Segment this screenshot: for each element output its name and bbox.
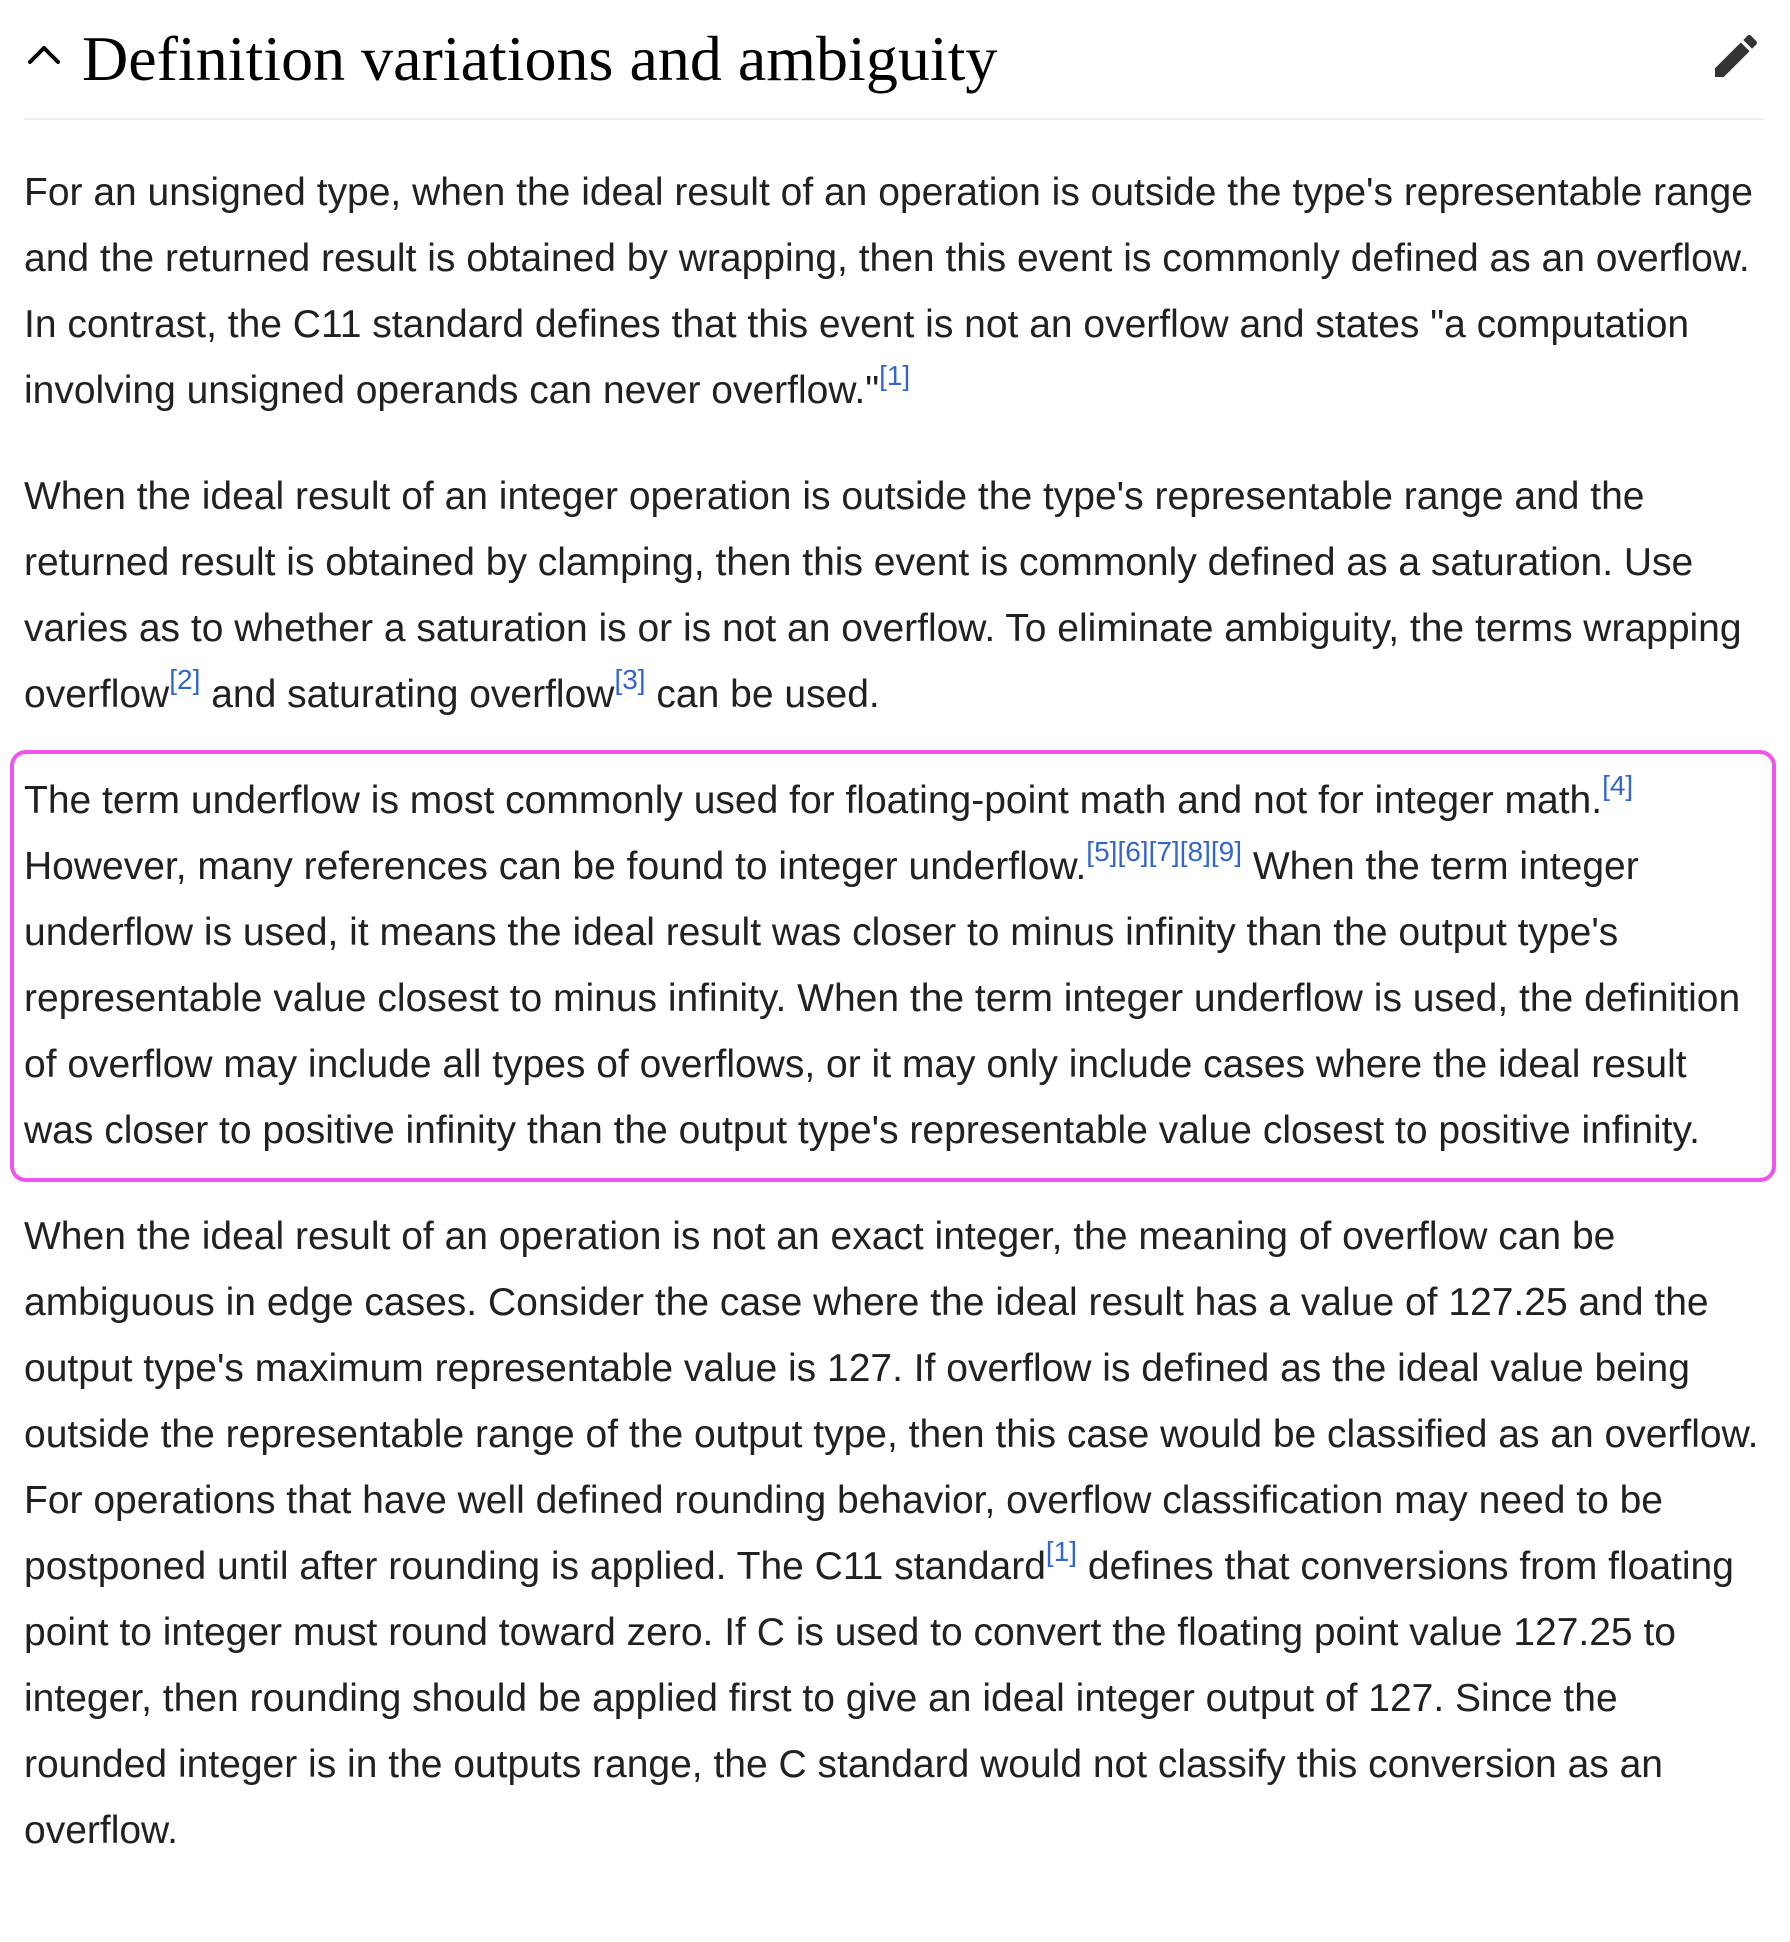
section-title: Definition variations and ambiguity [82, 23, 998, 94]
citation-link[interactable]: [4] [1602, 770, 1634, 801]
citation-link[interactable]: [9] [1210, 836, 1242, 867]
paragraph-text: defines that conversions from floating point to integer must round toward zero. If C is used to convert the floating point value 127.25 to integer, then rounding should be applied first to give an ideal integer output of 127. Since the rounded integer is in the outputs range, the C standard would not classify this conversion as an overflow. [24, 1545, 1734, 1852]
paragraph-unsigned-wrapping [24, 160, 1764, 424]
citation-link[interactable]: [3] [614, 664, 646, 695]
paragraph-text: For an unsigned type, when the ideal result of an operation is outside the type's representable range and the returned result is obtained by wrapping, then this event is commonly defined as an overflow. In contrast, the C11 standard defines that this event is not an overflow and states "a computation involving unsigned operands can never overflow." [24, 171, 1753, 412]
citation-link[interactable]: [1] [1045, 1536, 1078, 1567]
pencil-icon[interactable] [1708, 28, 1764, 84]
citation-link[interactable]: [1] [879, 360, 911, 391]
section-content [24, 160, 1764, 1904]
paragraph-text: can be used. [645, 673, 880, 716]
paragraph-text: and saturating overflow [200, 673, 615, 716]
paragraph-text: When the ideal result of an operation is not an exact integer, the meaning of overflow can be ambiguous in edge cases. Consider the case where the ideal result has a value of 127.25 and the output type's maximum representable value is 127. If overflow is defined as the ideal value being outside the representable range of the output type, then this case would be classified as an overflow. For operations that have well defined rounding behavior, overflow classification may need to be postponed until after rounding is applied. The C11 standard [24, 1215, 1759, 1588]
citation-link[interactable]: [6] [1117, 836, 1149, 867]
paragraph-text: The term underflow is most commonly used for floating-point math and not for integer math. [24, 779, 1603, 822]
citation-link[interactable]: [5] [1086, 836, 1118, 867]
section-header [24, 8, 1764, 120]
citation-link[interactable]: [7] [1148, 836, 1180, 867]
paragraph-text: When the ideal result of an integer operation is outside the type's representable range and the returned result is obtained by clamping, then this event is commonly defined as a saturation. Use varies as to whether a saturation is or is not an overflow. To eliminate ambiguity, the terms wrapping overflow [24, 475, 1742, 716]
paragraph-text: However, many references can be found to integer underflow. [24, 845, 1087, 888]
chevron-up-icon[interactable] [24, 36, 64, 76]
paragraph-rounding-ambiguity [24, 1204, 1764, 1864]
paragraph-saturation [24, 464, 1764, 728]
citation-link[interactable]: [8] [1179, 836, 1211, 867]
citation-link[interactable]: [2] [169, 664, 201, 695]
paragraph-underflow-highlighted [24, 768, 1764, 1164]
paragraph-text: When the term integer underflow is used, it means the ideal result was closer to minus infinity than the output type's representable value closest to minus infinity. When the term integer underflow is used, the definition of overflow may include all types of overflows, or it may only include cases where the ideal result was closer to positive infinity than the output type's representable value closest to positive infinity. [24, 845, 1741, 1152]
